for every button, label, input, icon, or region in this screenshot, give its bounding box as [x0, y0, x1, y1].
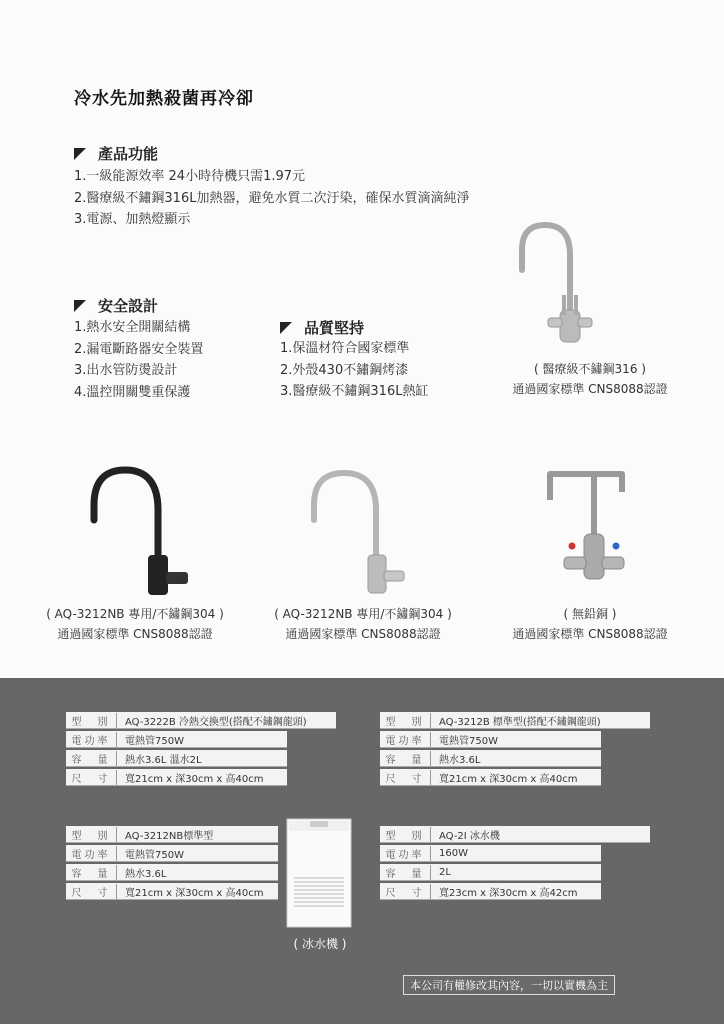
faucet-caption-line1: ( 醫療級不鏽鋼316 )	[534, 362, 646, 376]
list-item: 2.醫療級不鏽鋼316L加熱器，避免水質二次汙染，確保水質滴滴純淨	[74, 190, 470, 206]
spec-value: AQ-2I 冰水機	[439, 830, 500, 842]
spec-value: 寬21cm x 深30cm x 高40cm	[439, 773, 578, 785]
features-list	[74, 166, 469, 231]
spec-value: 寬23cm x 深30cm x 高42cm	[439, 887, 578, 899]
faucet-caption-line1: ( AQ-3212NB 專用/不鏽鋼304 )	[274, 607, 452, 621]
spec-table-aq2i	[380, 826, 650, 902]
list-item: 2.漏電斷路器安全裝置	[74, 341, 204, 357]
triangle-marker-icon	[74, 300, 86, 312]
table-row	[380, 712, 650, 729]
spec-value: 160W	[439, 847, 468, 859]
triangle-marker-icon	[280, 322, 292, 334]
list-item: 1.保溫材符合國家標準	[280, 341, 410, 356]
list-item: 1.一級能源效率 24小時待機只需1.97元	[74, 169, 306, 184]
table-row	[66, 769, 287, 786]
spec-value: 熱水3.6L 溫水2L	[125, 754, 202, 766]
spec-value: 電熱管750W	[125, 735, 184, 747]
spec-value: AQ-3212NB標準型	[125, 830, 214, 842]
spec-table-aq3212nb	[66, 826, 278, 902]
table-row	[380, 731, 601, 748]
ice-machine-caption: ( 冰水機 )	[293, 937, 347, 951]
spec-label: 尺 寸	[66, 884, 117, 899]
spec-value: AQ-3212B 標準型(搭配不鏽鋼龍頭)	[439, 716, 601, 728]
faucet-caption-4	[490, 604, 690, 644]
copyright-notice: 本公司有權修改其內容，一切以實機為主	[403, 975, 615, 995]
spec-value: AQ-3222B 冷熱交換型(搭配不鏽鋼龍頭)	[125, 716, 307, 728]
faucet-leadfree-image	[536, 462, 656, 592]
safety-list	[74, 317, 203, 403]
spec-label: 尺 寸	[66, 770, 117, 785]
faucet-caption-line2: 通過國家標準 CNS8088認證	[285, 627, 441, 641]
spec-label: 容 量	[66, 865, 117, 880]
table-row	[66, 864, 278, 881]
spec-label: 電功率	[380, 732, 431, 747]
list-item: 3.出水管防燙設計	[74, 363, 178, 378]
table-row	[66, 845, 278, 862]
faucet-caption-3	[258, 604, 468, 644]
table-row	[380, 750, 601, 767]
faucet-caption-line1: ( AQ-3212NB 專用/不鏽鋼304 )	[46, 607, 224, 621]
safety-heading	[74, 295, 158, 316]
spec-label: 尺 寸	[380, 884, 431, 899]
table-row	[66, 750, 287, 767]
list-item: 2.外殼430不鏽鋼烤漆	[280, 362, 409, 378]
table-row	[380, 826, 650, 843]
faucet-caption-line2: 通過國家標準 CNS8088認證	[57, 627, 213, 641]
spec-label: 型 別	[66, 713, 117, 728]
faucet-316-image	[500, 215, 600, 355]
table-row	[66, 731, 287, 748]
list-item: 4.溫控開關雙重保護	[74, 384, 191, 400]
spec-label: 電功率	[66, 732, 117, 747]
spec-value: 熱水3.6L	[439, 754, 481, 766]
list-item: 3.醫療級不鏽鋼316L熱缸	[280, 384, 429, 399]
ice-machine-image	[286, 818, 354, 930]
table-row	[66, 826, 278, 843]
spec-value: 寬21cm x 深30cm x 高40cm	[125, 887, 264, 899]
features-heading	[74, 143, 158, 164]
spec-table-aq3222b	[66, 712, 336, 788]
table-row	[380, 769, 601, 786]
quality-heading-text: 品質堅持	[304, 319, 365, 337]
list-item: 1.熱水安全開關結構	[74, 320, 191, 335]
faucet-caption-line1: ( 無鉛銅 )	[563, 607, 617, 621]
faucet-caption-1	[490, 359, 690, 399]
spec-table-aq3212b	[380, 712, 650, 788]
table-row	[66, 712, 336, 729]
spec-label: 容 量	[380, 865, 431, 880]
table-row	[66, 883, 278, 900]
quality-heading	[280, 317, 364, 338]
triangle-marker-icon	[74, 148, 86, 160]
spec-value: 2L	[439, 866, 451, 878]
spec-label: 型 別	[380, 713, 431, 728]
spec-label: 電功率	[380, 846, 431, 861]
table-row	[380, 845, 601, 862]
spec-value: 熱水3.6L	[125, 868, 167, 880]
spec-value: 寬21cm x 深30cm x 高40cm	[125, 773, 264, 785]
table-row	[380, 864, 601, 881]
features-heading-text: 產品功能	[98, 145, 159, 163]
page-title: 冷水先加熱殺菌再冷卻	[74, 89, 254, 109]
faucet-stainless-image	[296, 465, 416, 600]
spec-label: 電功率	[66, 846, 117, 861]
faucet-black-image	[80, 460, 200, 600]
spec-label: 型 別	[66, 827, 117, 842]
safety-heading-text: 安全設計	[98, 297, 159, 315]
spec-label: 容 量	[380, 751, 431, 766]
spec-label: 尺 寸	[380, 770, 431, 785]
list-item: 3.電源、加熱燈顯示	[74, 212, 191, 227]
spec-value: 電熱管750W	[125, 849, 184, 861]
spec-value: 電熱管750W	[439, 735, 498, 747]
faucet-caption-line2: 通過國家標準 CNS8088認證	[512, 627, 668, 641]
spec-label: 型 別	[380, 827, 431, 842]
quality-list	[280, 338, 428, 403]
spec-label: 容 量	[66, 751, 117, 766]
table-row	[380, 883, 601, 900]
faucet-caption-2	[30, 604, 240, 644]
faucet-caption-line2: 通過國家標準 CNS8088認證	[512, 382, 668, 396]
